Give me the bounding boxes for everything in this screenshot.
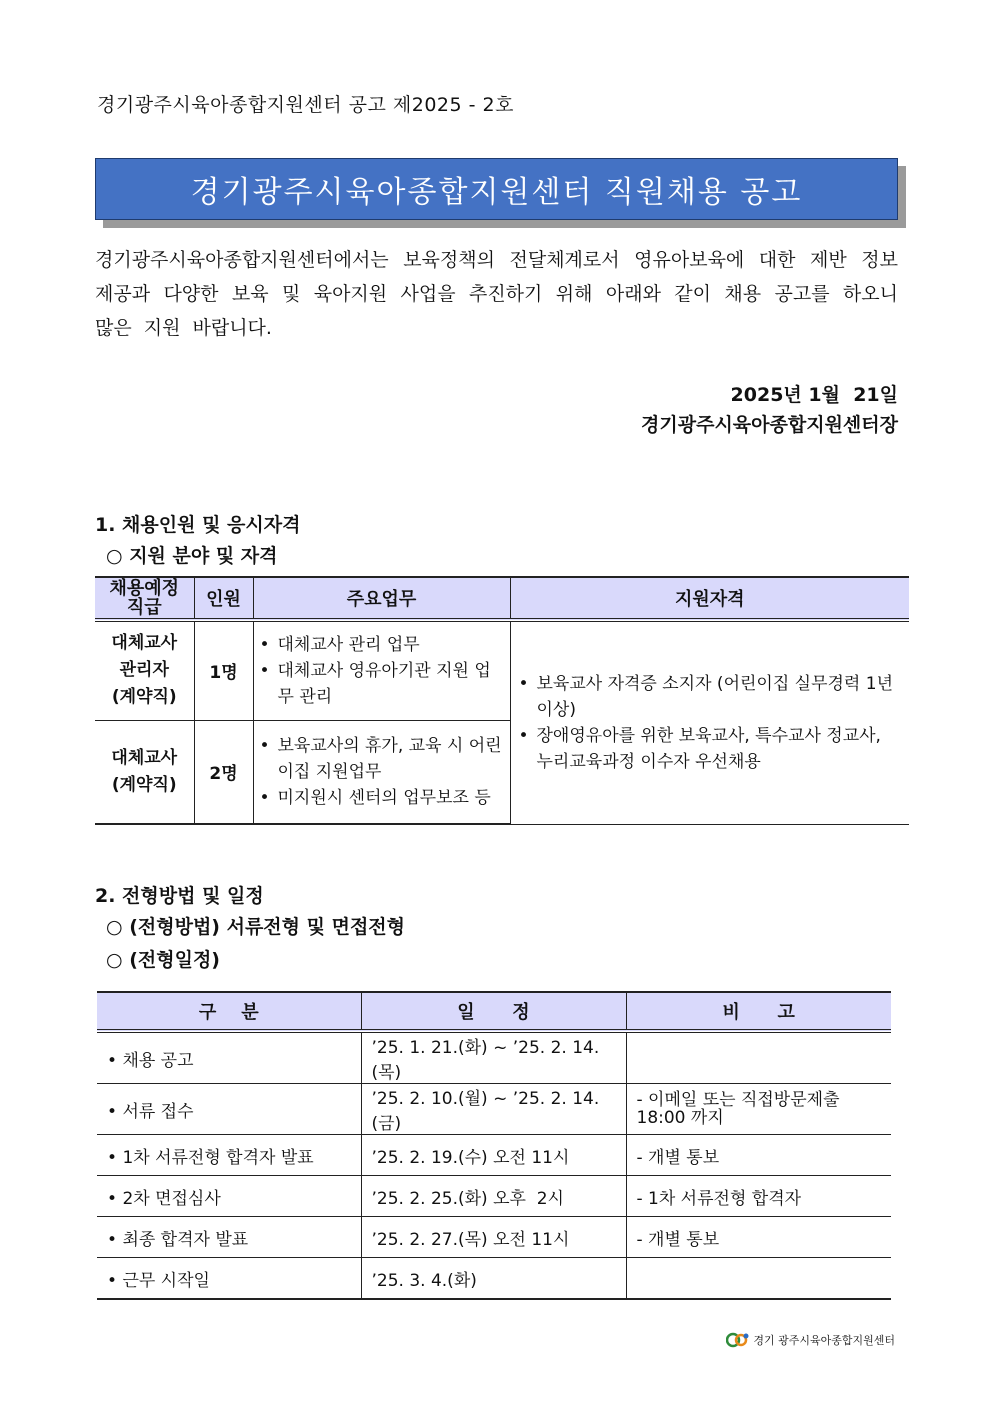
title-banner bbox=[95, 158, 898, 220]
schedule-note: - 개별 통보 bbox=[626, 1217, 891, 1258]
schedule-table bbox=[97, 991, 891, 1300]
table-row bbox=[97, 1084, 891, 1135]
footer-logo bbox=[726, 1331, 895, 1349]
schedule-date: ’25. 2. 25.(화) 오후 2시 bbox=[361, 1176, 626, 1217]
table-row bbox=[97, 1135, 891, 1176]
section1-heading: 1. 채용인원 및 응시자격 bbox=[95, 514, 301, 536]
position-cell: 대체교사 관리자 (계약직) bbox=[95, 620, 194, 720]
notice-number: 경기광주시육아종합지원센터 공고 제2025 - 2호 bbox=[97, 94, 514, 116]
notice-date: 2025년 1월 21일 bbox=[730, 384, 898, 406]
duties-cell bbox=[253, 720, 510, 824]
schedule-item: • 2차 면접심사 bbox=[97, 1176, 361, 1217]
count-cell: 1명 bbox=[194, 620, 253, 720]
schedule-date: ’25. 2. 10.(월) ~ ’25. 2. 14.(금) bbox=[361, 1084, 626, 1135]
schedule-note bbox=[626, 1031, 891, 1084]
header-duties: 주요업무 bbox=[253, 577, 510, 620]
section1-subheading: ○ 지원 분야 및 자격 bbox=[106, 545, 278, 567]
issuer: 경기광주시육아종합지원센터장 bbox=[641, 414, 898, 436]
table-row bbox=[97, 1176, 891, 1217]
table-header-row bbox=[97, 992, 891, 1031]
header-schedule: 일 정 bbox=[361, 992, 626, 1031]
schedule-item: • 1차 서류전형 합격자 발표 bbox=[97, 1135, 361, 1176]
center-logo-icon bbox=[726, 1331, 750, 1349]
list-item: • 미지원시 센터의 업무보조 등 bbox=[259, 787, 491, 808]
header-remarks: 비 고 bbox=[626, 992, 891, 1031]
schedule-date: ’25. 1. 21.(화) ~ ’25. 2. 14.(목) bbox=[361, 1031, 626, 1084]
qualifications-cell bbox=[510, 620, 909, 824]
list-item: • 대체교사 영유아기관 지원 업무 관리 bbox=[259, 660, 491, 707]
schedule-label: ○ (전형일정) bbox=[106, 949, 220, 971]
table-row bbox=[97, 1258, 891, 1300]
recruitment-table bbox=[95, 576, 909, 825]
schedule-note: - 개별 통보 bbox=[626, 1135, 891, 1176]
section2-heading: 2. 전형방법 및 일정 bbox=[95, 885, 264, 907]
list-item: • 장애영유아를 위한 보육교사, 특수교사 정교사, 누리교육과정 이수자 우선채용 bbox=[518, 725, 881, 772]
list-item: • 보육교사의 휴가, 교육 시 어린이집 지원업무 bbox=[259, 735, 502, 782]
duties-cell bbox=[253, 620, 510, 720]
table-row bbox=[97, 1217, 891, 1258]
schedule-item: • 최종 합격자 발표 bbox=[97, 1217, 361, 1258]
schedule-note: - 1차 서류전형 합격자 bbox=[626, 1176, 891, 1217]
header-category: 구 분 bbox=[97, 992, 361, 1031]
schedule-item: • 채용 공고 bbox=[97, 1031, 361, 1084]
header-qualifications: 지원자격 bbox=[510, 577, 909, 620]
schedule-note bbox=[626, 1258, 891, 1300]
header-count: 인원 bbox=[194, 577, 253, 620]
table-header-row bbox=[95, 577, 909, 620]
list-item: • 보육교사 자격증 소지자 (어린이집 실무경력 1년 이상) bbox=[518, 673, 893, 720]
schedule-date: ’25. 2. 19.(수) 오전 11시 bbox=[361, 1135, 626, 1176]
page-title: 경기광주시육아종합지원센터 직원채용 공고 bbox=[95, 158, 898, 220]
table-row bbox=[95, 620, 909, 720]
table-row bbox=[97, 1031, 891, 1084]
schedule-date: ’25. 2. 27.(목) 오전 11시 bbox=[361, 1217, 626, 1258]
list-item: • 대체교사 관리 업무 bbox=[259, 634, 420, 655]
footer-logo-text: 경기 광주시육아종합지원센터 bbox=[753, 1334, 895, 1347]
selection-method: ○ (전형방법) 서류전형 및 면접전형 bbox=[106, 916, 406, 938]
header-position: 채용예정 직급 bbox=[95, 577, 194, 620]
position-cell: 대체교사 (계약직) bbox=[95, 720, 194, 824]
schedule-item: • 서류 접수 bbox=[97, 1084, 361, 1135]
count-cell: 2명 bbox=[194, 720, 253, 824]
intro-paragraph: 경기광주시육아종합지원센터에서는 보육정책의 전달체계로서 영유아보육에 대한 제반 정보 제공과 다양한 보육 및 육아지원 사업을 추진하기 위해 아래와 같이 채용 공고를 하오니 많은 지원 바랍니다. bbox=[95, 249, 898, 339]
schedule-item: • 근무 시작일 bbox=[97, 1258, 361, 1300]
schedule-date: ’25. 3. 4.(화) bbox=[361, 1258, 626, 1300]
schedule-note: - 이메일 또는 직접방문제출 18:00 까지 bbox=[626, 1084, 891, 1135]
